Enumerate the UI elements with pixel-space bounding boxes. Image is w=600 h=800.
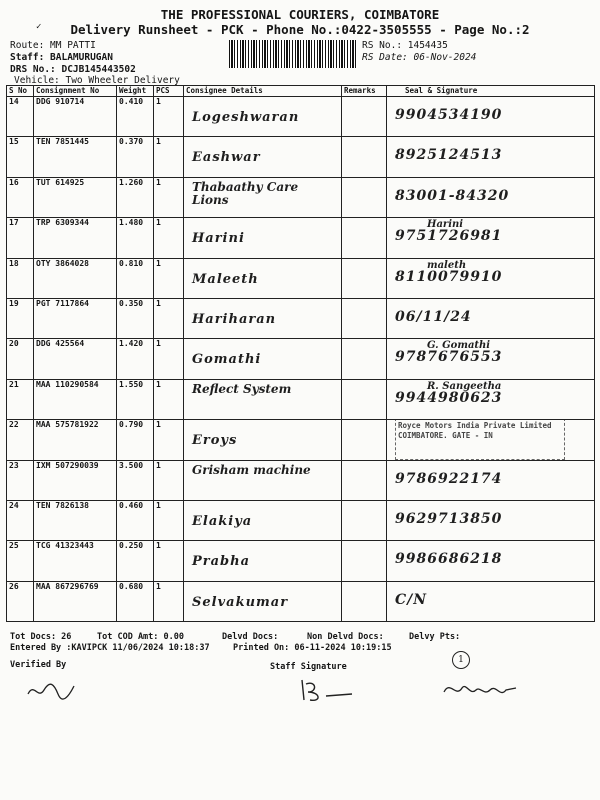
delivered-docs: Delvd Docs:	[222, 632, 279, 642]
table-row	[7, 97, 595, 137]
row-pcs: 1	[154, 177, 184, 217]
row-signature-cell	[387, 379, 595, 419]
row-remarks	[342, 298, 387, 338]
table-row	[7, 177, 595, 217]
staff-label: Staff: BALAMURUGAN	[10, 52, 113, 63]
row-sno: 15	[7, 137, 34, 177]
row-pcs: 1	[154, 137, 184, 177]
table-row	[7, 500, 595, 540]
col-weight: Weight	[117, 86, 154, 97]
total-docs: Tot Docs: 26	[10, 632, 72, 642]
row-consignee-cell	[184, 460, 342, 500]
col-sno: S No	[7, 86, 34, 97]
row-sno: 20	[7, 339, 34, 379]
non-delivered-docs: Non Delvd Docs:	[307, 632, 384, 642]
vehicle-label: Vehicle: Two Wheeler Delivery	[14, 75, 180, 86]
row-weight: 0.680	[117, 581, 154, 621]
table-row	[7, 218, 595, 258]
row-weight: 1.550	[117, 379, 154, 419]
verifier-signature	[26, 680, 76, 702]
row-consignment-no: DDG 425564	[34, 339, 117, 379]
check-mark-icon: ✓	[36, 22, 42, 32]
row-sno: 26	[7, 581, 34, 621]
row-remarks	[342, 177, 387, 217]
col-signature: Seal & Signature	[387, 86, 595, 97]
row-consignee-cell	[184, 339, 342, 379]
row-signature-cell	[387, 177, 595, 217]
row-consignment-no: PGT 7117864	[34, 298, 117, 338]
row-consignee-cell	[184, 258, 342, 298]
row-pcs: 1	[154, 379, 184, 419]
row-weight: 0.410	[117, 97, 154, 137]
row-sno: 23	[7, 460, 34, 500]
circled-mark: 1	[452, 651, 470, 669]
row-sno: 22	[7, 420, 34, 460]
row-consignment-no: TRP 6309344	[34, 218, 117, 258]
row-consignment-no: TEN 7826138	[34, 500, 117, 540]
row-consignment-no: MAA 867296769	[34, 581, 117, 621]
row-consignee-name: Harini	[192, 231, 245, 247]
row-pcs: 1	[154, 420, 184, 460]
row-signature-phone: 8110079910	[395, 268, 503, 285]
row-consignee-name: Reflect System	[192, 381, 292, 396]
row-remarks	[342, 258, 387, 298]
row-pcs: 1	[154, 298, 184, 338]
row-consignee-cell	[184, 298, 342, 338]
row-signature-phone: 9986686218	[395, 551, 503, 568]
row-remarks	[342, 541, 387, 581]
row-signature-name: maleth	[427, 259, 467, 271]
entered-by: Entered By :KAVIPCK 11/06/2024 10:18:37	[10, 643, 210, 653]
row-signature-name: R. Sangeetha	[427, 380, 502, 392]
row-weight: 0.350	[117, 298, 154, 338]
row-weight: 3.500	[117, 460, 154, 500]
table-row	[7, 258, 595, 298]
row-remarks	[342, 420, 387, 460]
row-sno: 17	[7, 218, 34, 258]
col-remarks: Remarks	[342, 86, 387, 97]
row-weight: 0.250	[117, 541, 154, 581]
row-signature-phone: 06/11/24	[395, 308, 472, 325]
row-consignment-no: IXM 507290039	[34, 460, 117, 500]
row-signature-phone: 9904534190	[395, 107, 503, 123]
row-consignment-no: TCG 41323443	[34, 541, 117, 581]
row-signature-cell	[387, 218, 595, 258]
row-signature-cell	[387, 258, 595, 298]
table-row	[7, 339, 595, 379]
row-weight: 1.420	[117, 339, 154, 379]
row-weight: 0.790	[117, 420, 154, 460]
row-signature-name: Harini	[427, 219, 464, 231]
row-signature-phone: 9787676553	[395, 349, 503, 366]
row-signature-cell	[387, 581, 595, 621]
row-signature-phone: 8925124513	[395, 147, 503, 164]
row-signature-phone: 9629713850	[395, 510, 503, 527]
row-consignee-cell	[184, 581, 342, 621]
row-consignee-name: Eroys	[192, 433, 238, 449]
row-signature-name: G. Gomathi	[427, 340, 491, 352]
row-consignee-cell	[184, 177, 342, 217]
row-signature-cell	[387, 137, 595, 177]
staff-signature-label: Staff Signature	[270, 662, 347, 672]
table-row	[7, 137, 595, 177]
row-consignee-cell	[184, 137, 342, 177]
row-remarks	[342, 581, 387, 621]
row-consignee-name: Prabha	[192, 554, 251, 570]
row-weight: 1.480	[117, 218, 154, 258]
row-signature-phone: 9786922174	[395, 470, 503, 487]
delivery-points: Delvy Pts:	[409, 632, 461, 642]
row-remarks	[342, 379, 387, 419]
verified-by-label: Verified By	[10, 660, 67, 670]
col-consignee: Consignee Details	[184, 86, 342, 97]
row-signature-phone: 9944980623	[395, 389, 503, 406]
row-remarks	[342, 137, 387, 177]
row-pcs: 1	[154, 339, 184, 379]
barcode	[229, 40, 357, 68]
row-weight: 0.370	[117, 137, 154, 177]
table-row	[7, 420, 595, 460]
runsheet-title: Delivery Runsheet - PCK - Phone No.:0422-3505555 - Page No.:2	[70, 22, 530, 37]
row-signature-cell	[387, 541, 595, 581]
row-consignee-name: Logeshwaran	[192, 110, 300, 125]
row-pcs: 1	[154, 500, 184, 540]
staff-signature	[296, 676, 356, 704]
col-pcs: PCS	[154, 86, 184, 97]
rs-number: RS No.: 1454435	[362, 40, 448, 51]
row-sno: 18	[7, 258, 34, 298]
total-cod: Tot COD Amt: 0.00	[97, 632, 184, 642]
row-pcs: 1	[154, 97, 184, 137]
row-consignment-no: OTY 3864028	[34, 258, 117, 298]
row-signature-cell	[387, 460, 595, 500]
col-consignment: Consignment No	[34, 86, 117, 97]
row-signature-cell	[387, 339, 595, 379]
table-row	[7, 379, 595, 419]
row-remarks	[342, 218, 387, 258]
row-remarks	[342, 500, 387, 540]
company-stamp: Royce Motors India Private Limited COIMBATORE. GATE - IN	[395, 420, 565, 460]
table-row	[7, 581, 595, 621]
row-consignee-name: Eashwar	[192, 150, 261, 166]
row-consignee-cell	[184, 97, 342, 137]
row-signature-cell	[387, 298, 595, 338]
row-pcs: 1	[154, 581, 184, 621]
table-header-row	[7, 86, 595, 97]
row-consignment-no: MAA 575781922	[34, 420, 117, 460]
row-pcs: 1	[154, 218, 184, 258]
row-pcs: 1	[154, 460, 184, 500]
table-row	[7, 460, 595, 500]
row-signature-phone: 9751726981	[395, 228, 503, 245]
row-signature-cell	[387, 500, 595, 540]
receiver-signature	[440, 676, 520, 702]
row-consignment-no: MAA 110290584	[34, 379, 117, 419]
table-row	[7, 298, 595, 338]
row-signature-cell	[387, 420, 595, 460]
row-consignment-no: TEN 7851445	[34, 137, 117, 177]
row-signature-phone: C/N	[395, 591, 428, 608]
row-consignee-cell	[184, 379, 342, 419]
drs-number: DRS No.: DCJB145443502	[10, 64, 136, 75]
row-remarks	[342, 339, 387, 379]
row-weight: 1.260	[117, 177, 154, 217]
row-consignee-cell	[184, 420, 342, 460]
row-sno: 14	[7, 97, 34, 137]
row-consignee-name: Hariharan	[192, 311, 277, 327]
row-weight: 0.460	[117, 500, 154, 540]
row-consignee-cell	[184, 500, 342, 540]
row-signature-phone: 83001-84320	[395, 187, 510, 204]
row-consignee-name: Gomathi	[192, 352, 262, 368]
row-pcs: 1	[154, 258, 184, 298]
row-sno: 25	[7, 541, 34, 581]
row-consignment-no: DDG 910714	[34, 97, 117, 137]
table-row	[7, 541, 595, 581]
row-consignee-cell	[184, 541, 342, 581]
row-consignee-cell	[184, 218, 342, 258]
row-signature-cell	[387, 97, 595, 137]
row-weight: 0.810	[117, 258, 154, 298]
row-consignee-name: Elakiya	[192, 513, 253, 529]
row-remarks	[342, 97, 387, 137]
row-consignment-no: TUT 614925	[34, 177, 117, 217]
printed-on: Printed On: 06-11-2024 10:19:15	[233, 643, 392, 653]
row-consignee-name: Grisham machine	[192, 462, 311, 477]
row-remarks	[342, 460, 387, 500]
row-sno: 16	[7, 177, 34, 217]
row-consignee-name: Selvakumar	[192, 594, 289, 610]
route-label: Route: MM PATTI	[10, 40, 96, 51]
row-sno: 21	[7, 379, 34, 419]
row-sno: 19	[7, 298, 34, 338]
row-sno: 24	[7, 500, 34, 540]
row-consignee-name: Maleeth	[192, 271, 259, 287]
row-consignee-name: Thabaathy Care Lions	[192, 179, 299, 207]
company-title: THE PROFESSIONAL COURIERS, COIMBATORE	[160, 7, 440, 22]
delivery-table	[6, 85, 595, 622]
rs-date: RS Date: 06-Nov-2024	[362, 52, 477, 63]
row-pcs: 1	[154, 541, 184, 581]
